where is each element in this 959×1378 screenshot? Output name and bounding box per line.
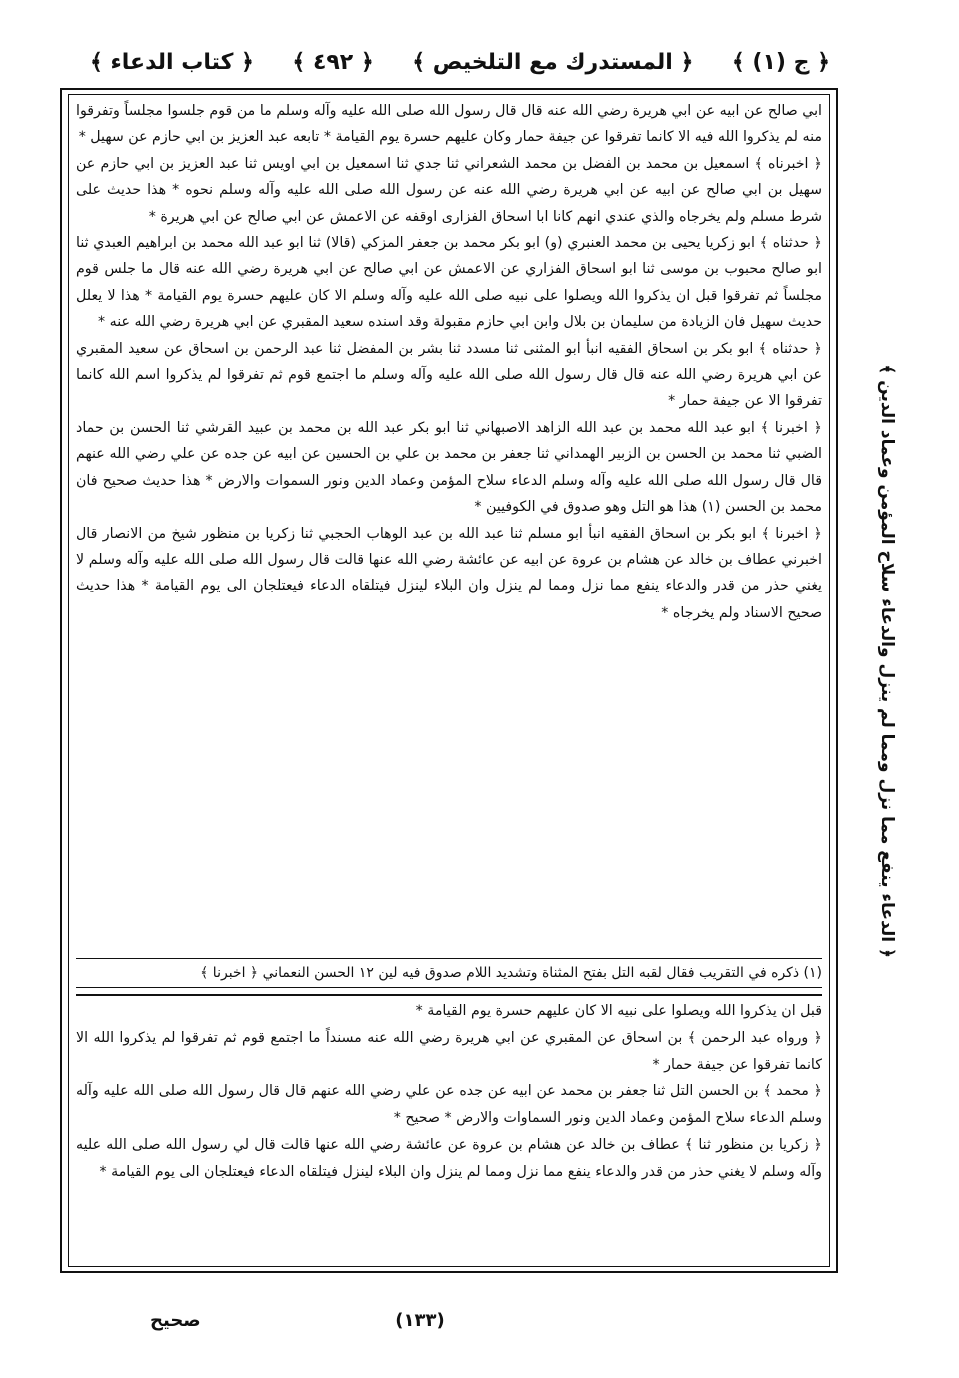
summary-text	[76, 998, 822, 1186]
summary-paragraph: قبل ان يذكروا الله ويصلوا على نبيه الا كان عليهم حسرة يوم القيامة *	[415, 1003, 822, 1019]
page-header	[90, 42, 830, 82]
summary-paragraph: ﴿ زكريا بن منظور ثنا ﴾ عطاف بن خالد عن هشام بن عروة عن عائشة رضي الله عنها قالت قال لي رسول الله صلى الله عليه وآله وسلم لا يغني حذر من قدر والدعاء ينفع مما نزل ومما لم ينزل وان البلاء لينزل فيتلقاه الدعاء فيعتلجان الى يوم القيامة *	[76, 1136, 822, 1180]
book-title: ﴿ المستدرك مع التلخيص ﴾	[412, 49, 694, 75]
footer-page-number: (١٣٣)	[395, 1310, 445, 1331]
margin-note: ﴿ الدعاء ينفع مما نزل ومما لم ينزل والدعاء سلاح المؤمن وعماد الدين ﴾	[877, 364, 897, 958]
footnote: (١) ذكره في التقريب فقال لقبه التل بفتح المثناة وتشديد اللام صدوق فيه لين ١٢ الحسن النعماني ﴿ اخبرنا ﴾	[76, 958, 822, 988]
volume-label: ﴿ ج (١) ﴾	[731, 49, 830, 75]
paragraph: ﴿ اخبرناه ﴾ اسمعيل بن محمد بن الفضل بن محمد الشعراني ثنا جدي ثنا اسمعيل بن ابي اويس ثنا عبد العزيز بن ابي حازم عن سهيل بن ابي صالح عن ابيه عن ابي هريرة رضي الله عنه عن رسول الله صلى الله عليه وآله وسلم نحوه * هذا حديث على شرط مسلم ولم يخرجاه والذي عندي انهم كانا ابا اسحاق الفزارى اوقفه عن الاعمش عن ابي صالح عن ابي هريرة *	[76, 155, 822, 225]
header-page-number: ﴿ ٤٩٢ ﴾	[292, 49, 374, 75]
paragraph: ﴿ حدثناه ﴾ ابو بكر بن اسحاق الفقيه انبأ ابو المثنى ثنا مسدد ثنا بشر بن المفضل ثنا عبد الرحمن بن اسحاق عن سعيد المقبري عن ابي هريرة رضي الله عنه قال قال رسول الله صلى الله عليه وآله وسلم ما اجتمع قوم ثم تفرقوا لم يذكروا اسم الله كانما تفرقوا الا عن جيفة حمار *	[76, 340, 822, 410]
paragraph: ﴿ اخبرنا ﴾ ابو عبد الله محمد بن عبد الله الزاهد الاصبهاني ثنا ابو بكر عبد الله بن محمد بن عبيد القرشي ثنا الحسن بن حماد الضبي ثنا محمد بن الحسن بن الزبير الهمداني ثنا جعفر بن محمد بن علي بن الحسين عن ابيه عن جده عن علي رضي الله عنهم قال قال رسول الله صلى الله عليه وآله وسلم الدعاء سلاح المؤمن وعماد الدين ونور السموات والارض * هذا حديث صحيح فان محمد بن الحسن (١) هذا هو التل وهو صدوق في الكوفيين *	[76, 419, 822, 516]
paragraph: ابي صالح عن ابيه عن ابي هريرة رضي الله عنه قال قال رسول الله صلى الله عليه وآله وسلم ما من قوم جلسوا مجلساً وتفرقوا منه لم يذكروا الله فيه الا كانما تفرقوا عن جيفة حمار وكان عليهم حسرة يوم القيامة * تابعه عبد العزيز بن ابي حازم عن سهيل *	[76, 103, 822, 146]
main-text	[76, 98, 822, 626]
paragraph: ﴿ حدثناه ﴾ ابو زكريا يحيى بن محمد العنبري (و) ابو بكر محمد بن جعفر المزكي (قالا) ثنا ابو عبد الله محمد بن ابراهيم العبدي ثنا ابو صالح محبوب بن موسى ثنا ابو اسحاق الفزاري عن الاعمش عن ابي صالح عن ابي هريرة رضي الله عنه قال ما جلس قوم مجلساً ثم تفرقوا قبل ان يذكروا الله ويصلوا على نبيه صلى الله عليه وآله وسلم الا كان عليهم حسرة يوم القيامة * هذا لا يعلل حديث سهيل فان الزيادة من سليمان بن بلال وابن ابي حازم مقبولة وقد اسنده سعيد المقبري عن ابي هريرة رضي الله عنه *	[76, 235, 822, 331]
summary-paragraph: ﴿ محمد ﴾ بن الحسن التل ثنا جعفر بن محمد عن ابيه عن جده عن علي رضي الله عنهم قال قال رسول الله صلى الله عليه وآله وسلم الدعاء سلاح المؤمن وعماد الدين ونور السماوات والارض * صحيح *	[76, 1083, 822, 1127]
section-divider	[76, 994, 822, 996]
paragraph: ﴿ اخبرنا ﴾ ابو بكر بن اسحاق الفقيه انبأ ابو مسلم ثنا عبد الله بن عبد الوهاب الحجبي ثنا زكريا بن منظور شيخ من الانصار قال اخبرني عطاف بن خالد عن هشام بن عروة عن ابيه عن عائشة رضي الله عنها قالت قال رسول الله صلى الله عليه وآله وسلم لا يغني حذر من قدر والدعاء ينفع مما نزل ومما لم ينزل وان البلاء لينزل فيتلقاه الدعاء فيعتلجان الى يوم القيامة * هذا حديث صحيح الاسناد ولم يخرجاه *	[76, 525, 822, 621]
summary-paragraph: ﴿ ورواه عبد الرحمن ﴾ بن اسحاق عن المقبري عن ابي هريرة رضي الله عنه مسنداً ما اجتمع قوم ثم تفرقوا لم يذكروا الله الا كانما تفرقوا عن جيفة حمار *	[76, 1029, 822, 1073]
footer-label: صحيح	[150, 1310, 201, 1331]
chapter-title: ﴿ كتاب الدعاء ﴾	[90, 49, 254, 75]
